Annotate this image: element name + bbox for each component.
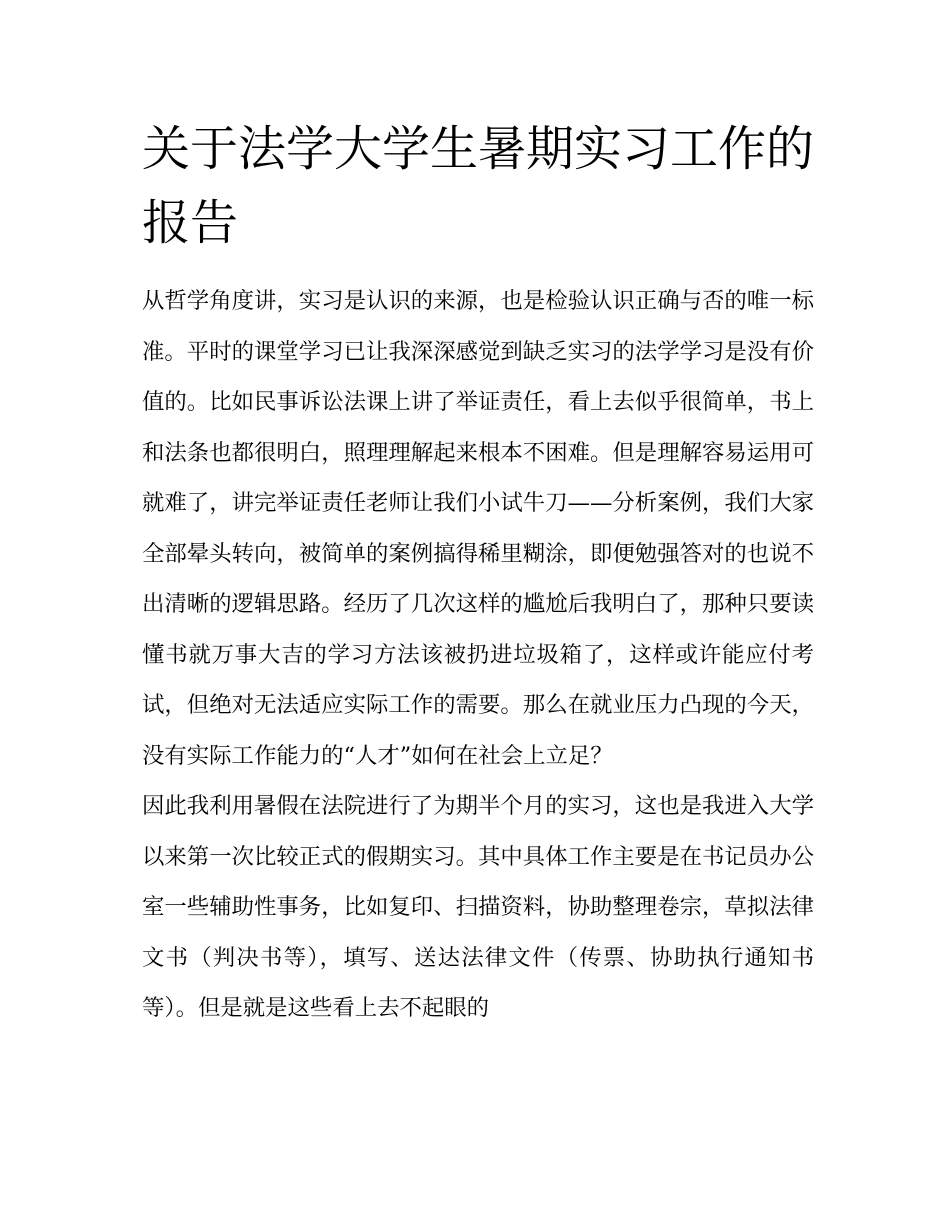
paragraph-1: 从哲学角度讲，实习是认识的来源，也是检验认识正确与否的唯一标准。平时的课堂学习已让我深深感觉到缺乏实习的法学学习是没有价值的。比如民事诉讼法课上讲了举证责任，看上去似乎很简单，书上和法条也都很明白，照理理解起来根本不困难。但是理解容易运用可就难了，讲完举证责任老师让我们小试牛刀——分析案例，我们大家全部晕头转向，被简单的案例搞得稀里糊涂，即便勉强答对的也说不出清晰的逻辑思路。经历了几次这样的尴尬后我明白了，那种只要读懂书就万事大吉的学习方法该被扔进垃圾箱了，这样或许能应付考试，但绝对无法适应实际工作的需要。那么在就业压力凸现的今天，没有实际工作能力的“人才”如何在社会上立足？ — [142, 288, 814, 769]
paragraph-2: 因此我利用暑假在法院进行了为期半个月的实习，这也是我进入大学以来第一次比较正式的假期实习。其中具体工作主要是在书记员办公室一些辅助性事务，比如复印、扫描资料，协助整理卷宗，草拟法律文书（判决书等），填写、送达法律文件（传票、协助执行通知书等）。但是就是这些看上去不起眼的 — [142, 793, 814, 1021]
document-title: 关于法学大学生暑期实习工作的报告 — [142, 121, 815, 251]
document-content — [142, 112, 814, 1034]
document-body — [142, 276, 814, 1034]
